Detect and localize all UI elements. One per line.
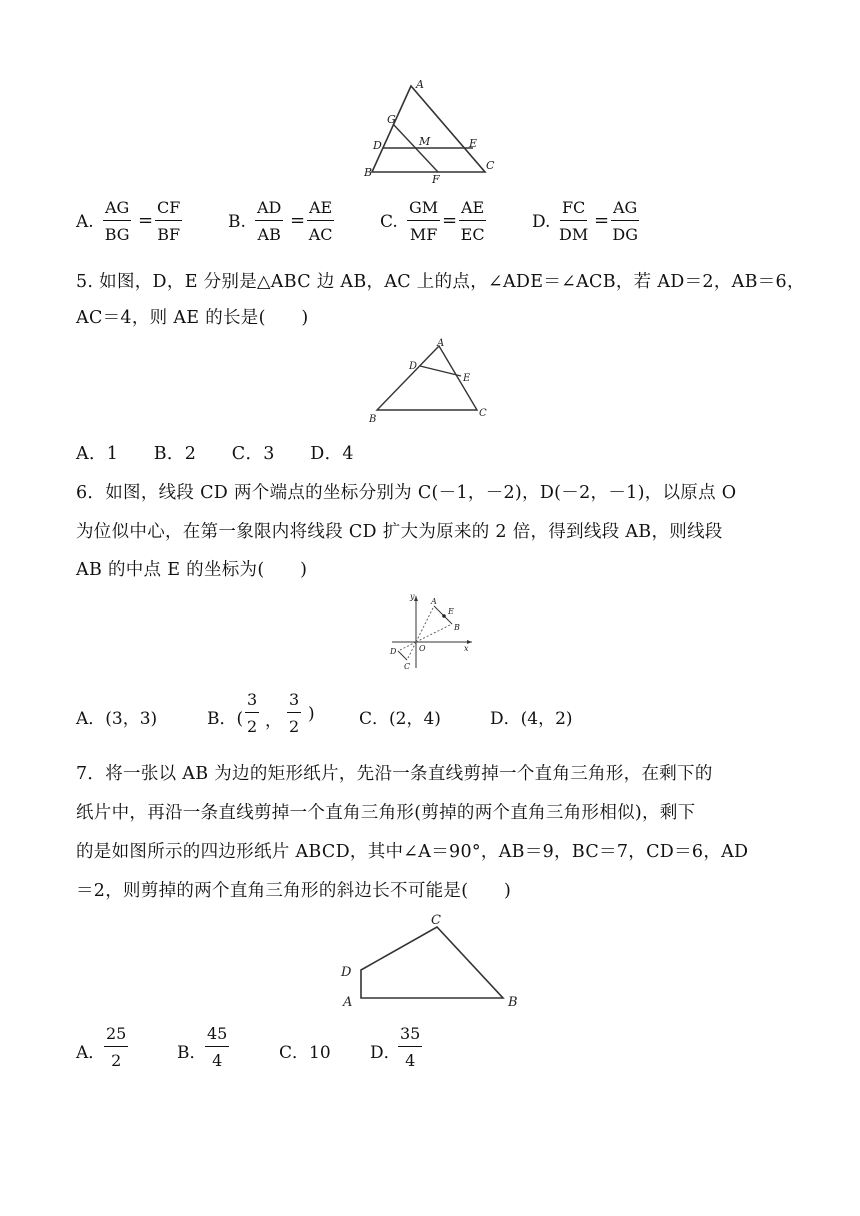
q6-option-b-frac-2: $\frac{3}{2}$ [289, 690, 300, 736]
q4-b-rhs: $\frac{AE}{AC}$ [308, 198, 333, 244]
label-g: G [387, 113, 396, 126]
q6-option-b-prefix: B．( [207, 709, 244, 729]
label-y: y [410, 592, 415, 601]
label-a: A [437, 338, 445, 349]
label-x: x [464, 644, 469, 653]
label-d: D [373, 139, 382, 152]
q4-d-rhs: $\frac{AG}{DG}$ [612, 198, 638, 244]
label-c: C [486, 159, 495, 172]
q7-option-d-frac: $\frac{35}{4}$ [400, 1024, 421, 1070]
q4-b-lhs: $\frac{AD}{AB}$ [257, 198, 282, 244]
q6-option-c: C．(2，4) [359, 709, 441, 729]
q4-c-eq: = [442, 210, 458, 231]
q7-option-b-letter: B． [177, 1043, 207, 1063]
q7-line-1: 7．将一张以 AB 为边的矩形纸片，先沿一条直线剪掉一个直角三角形，在剩下的 [76, 764, 713, 784]
q4-a-lhs: $\frac{AG}{BG}$ [104, 198, 130, 244]
q6-option-a: A．(3，3) [76, 709, 158, 729]
label-c: C [431, 913, 441, 928]
q6-option-d: D．(4，2) [490, 709, 573, 729]
q6-option-b-comma: ， [265, 711, 282, 731]
label-e: E [469, 137, 478, 150]
q5-options: A．1 B．2 C．3 D．4 [76, 444, 354, 464]
label-c: C [404, 662, 411, 671]
q6-option-b-suffix: ) [308, 704, 315, 724]
q4-c-lhs: $\frac{GM}{MF}$ [409, 198, 439, 244]
q4-option-a-letter: A. [76, 212, 94, 232]
q6-line-1: 6．如图，线段 CD 两个端点的坐标分别为 C(－1，－2)，D(－2，－1)，以原点 O [76, 483, 737, 503]
label-c: C [479, 408, 487, 419]
q7-option-c: C．10 [279, 1043, 331, 1063]
q5-line-1: 5. 如图，D，E 分别是△ABC 边 AB，AC 上的点，∠ADE＝∠ACB，若 AD＝2，AB＝6， [76, 272, 805, 292]
q4-option-d-letter: D. [532, 212, 551, 232]
q4-b-eq: = [290, 210, 306, 231]
q7-option-d-letter: D． [370, 1043, 401, 1063]
q7-option-a-letter: A． [76, 1043, 106, 1063]
q4-option-c-letter: C. [380, 212, 398, 232]
q4-a-eq: = [138, 210, 154, 231]
q6-line-2: 为位似中心，在第一象限内将线段 CD 扩大为原来的 2 倍，得到线段 AB，则线段 [76, 522, 723, 542]
q4-c-rhs: $\frac{AE}{EC}$ [460, 198, 485, 244]
label-b: B [364, 166, 373, 179]
q4-a-rhs: $\frac{CF}{BF}$ [157, 198, 181, 244]
figure-triangle-ade [365, 336, 495, 426]
label-a: A [416, 78, 424, 91]
label-a: A [431, 597, 437, 606]
q7-line-4: ＝2，则剪掉的两个直角三角形的斜边长不可能是( ) [76, 881, 512, 901]
q6-line-3: AB 的中点 E 的坐标为( ) [76, 560, 308, 580]
q7-line-3: 的是如图所示的四边形纸片 ABCD，其中∠A＝90°，AB＝9，BC＝7，CD＝6，AD [76, 842, 749, 862]
figure-triangle-gdmef [360, 76, 510, 186]
label-o: O [419, 644, 426, 653]
figure-coordinate-plane [388, 590, 478, 672]
q4-d-eq: = [594, 210, 610, 231]
q7-option-b-frac: $\frac{45}{4}$ [207, 1024, 228, 1070]
label-d: D [390, 647, 397, 656]
label-m: M [419, 135, 431, 148]
label-e: E [463, 373, 471, 384]
label-d: D [341, 965, 352, 980]
figure-quadrilateral-abcd [335, 910, 525, 1010]
q7-line-2: 纸片中，再沿一条直线剪掉一个直角三角形(剪掉的两个直角三角形相似)，剩下 [76, 803, 696, 823]
q6-option-b-frac-1: $\frac{3}{2}$ [247, 690, 258, 736]
q4-d-lhs: $\frac{FC}{DM}$ [559, 198, 589, 244]
label-a: A [343, 995, 353, 1010]
label-d: D [409, 361, 418, 372]
q7-option-a-frac: $\frac{25}{2}$ [106, 1024, 127, 1070]
label-e: E [448, 607, 454, 616]
label-b: B [508, 995, 518, 1010]
q5-line-2: AC＝4，则 AE 的长是( ) [76, 308, 309, 328]
q4-option-b-letter: B. [228, 212, 246, 232]
label-b: B [454, 623, 460, 632]
label-f: F [432, 173, 440, 186]
label-b: B [369, 414, 377, 425]
